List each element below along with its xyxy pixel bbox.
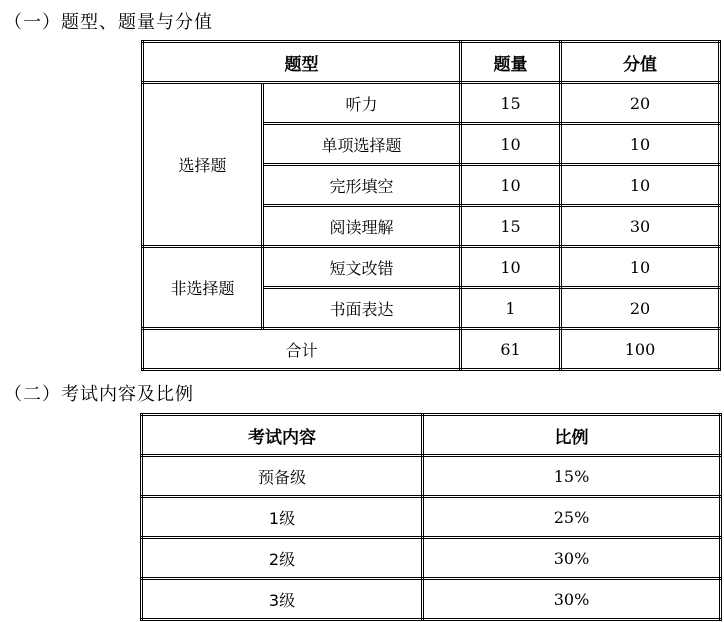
row-content: 3级 xyxy=(142,579,423,620)
row-type: 听力 xyxy=(263,83,461,124)
table-row xyxy=(142,579,721,620)
table-row xyxy=(142,456,721,497)
table-row xyxy=(143,247,720,288)
row-content: 预备级 xyxy=(142,456,423,497)
group-choice: 选择题 xyxy=(143,83,263,247)
row-ratio: 25% xyxy=(423,497,721,538)
row-type: 短文改错 xyxy=(263,247,461,288)
row-type: 单项选择题 xyxy=(263,124,461,165)
table-header-row xyxy=(143,42,720,83)
row-ratio: 30% xyxy=(423,579,721,620)
row-type: 书面表达 xyxy=(263,288,461,329)
header-score: 分值 xyxy=(561,42,720,83)
row-score: 20 xyxy=(561,288,720,329)
row-score: 10 xyxy=(561,165,720,206)
row-ratio: 15% xyxy=(423,456,721,497)
row-count: 15 xyxy=(461,206,561,247)
table-row xyxy=(143,83,720,124)
question-type-table xyxy=(141,40,721,371)
header-type: 题型 xyxy=(143,42,461,83)
row-content: 2级 xyxy=(142,538,423,579)
row-score: 30 xyxy=(561,206,720,247)
row-score: 10 xyxy=(561,124,720,165)
total-count: 61 xyxy=(461,329,561,370)
row-content: 1级 xyxy=(142,497,423,538)
total-label: 合计 xyxy=(143,329,461,370)
row-count: 15 xyxy=(461,83,561,124)
total-score: 100 xyxy=(561,329,720,370)
header-ratio: 比例 xyxy=(423,415,721,456)
row-score: 10 xyxy=(561,247,720,288)
row-type: 阅读理解 xyxy=(263,206,461,247)
table-row xyxy=(142,497,721,538)
row-count: 10 xyxy=(461,124,561,165)
table-row xyxy=(142,538,721,579)
row-score: 20 xyxy=(561,83,720,124)
row-type: 完形填空 xyxy=(263,165,461,206)
total-row xyxy=(143,329,720,370)
row-count: 10 xyxy=(461,165,561,206)
content-ratio-table xyxy=(140,413,722,621)
group-nonchoice: 非选择题 xyxy=(143,247,263,329)
section-2-heading: （二）考试内容及比例 xyxy=(4,384,194,405)
header-count: 题量 xyxy=(461,42,561,83)
table-header-row xyxy=(142,415,721,456)
row-count: 10 xyxy=(461,247,561,288)
row-ratio: 30% xyxy=(423,538,721,579)
row-count: 1 xyxy=(461,288,561,329)
header-content: 考试内容 xyxy=(142,415,423,456)
section-1-heading: （一）题型、题量与分值 xyxy=(4,12,213,33)
